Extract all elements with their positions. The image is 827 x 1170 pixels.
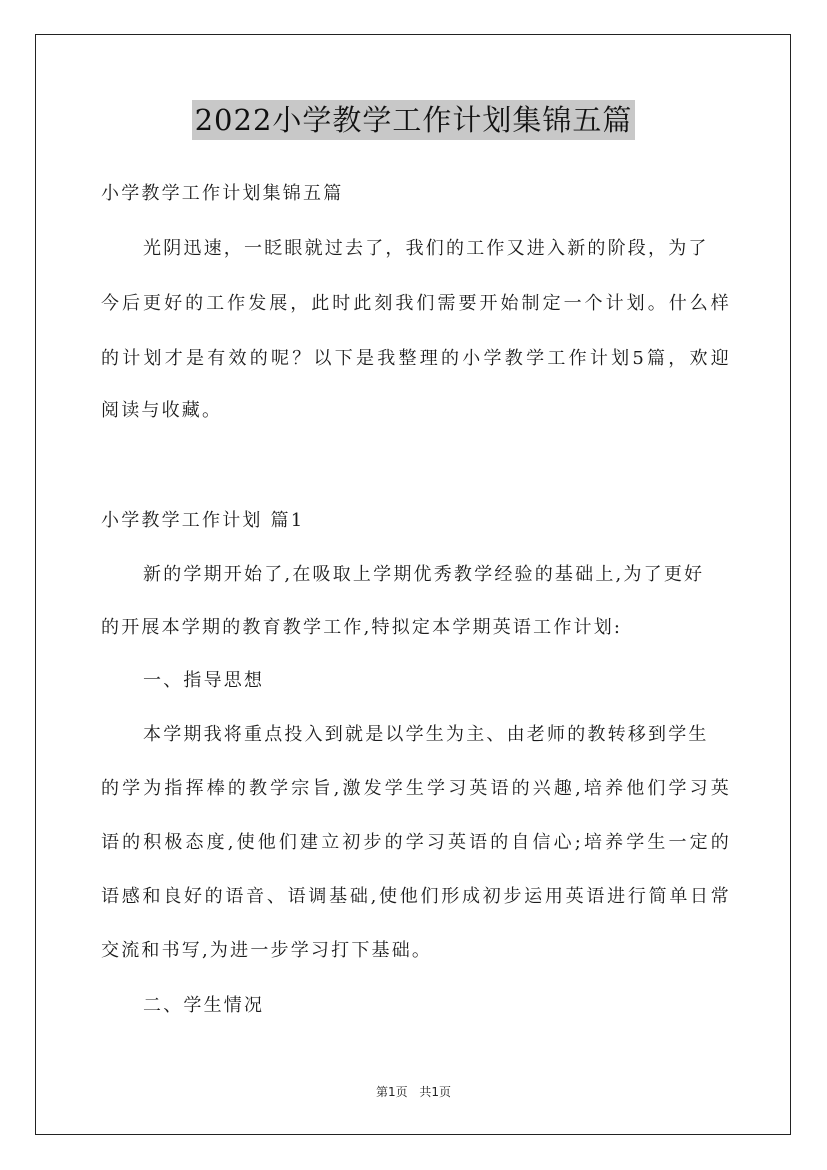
section-heading: 小学教学工作计划 篇1 [101, 510, 305, 531]
heading-student-situation: 二、学生情况 [143, 995, 265, 1016]
guiding-line-3: 语的积极态度,使他们建立初步的学习英语的自信心;培养学生一定的 [101, 832, 731, 853]
intro-line-1: 光阴迅速，一眨眼就过去了，我们的工作又进入新的阶段，为了 [143, 238, 709, 259]
intro-line-3: 的计划才是有效的呢？以下是我整理的小学教学工作计划5篇，欢迎 [101, 348, 731, 369]
guiding-line-5: 交流和书写,为进一步学习打下基础。 [101, 940, 433, 961]
section-intro-line-1: 新的学期开始了,在吸取上学期优秀教学经验的基础上,为了更好 [143, 564, 705, 585]
document-title: 2022小学教学工作计划集锦五篇 [192, 100, 636, 140]
document-subtitle: 小学教学工作计划集锦五篇 [101, 183, 344, 204]
intro-line-2: 今后更好的工作发展，此时此刻我们需要开始制定一个计划。什么样 [101, 293, 731, 314]
page-number: 第1页 [375, 1085, 408, 1099]
intro-line-4: 阅读与收藏。 [101, 400, 223, 421]
guiding-line-2: 的学为指挥棒的教学宗旨,激发学生学习英语的兴趣,培养他们学习英 [101, 778, 731, 799]
page-footer [0, 1083, 827, 1100]
page-total: 共1页 [419, 1085, 452, 1099]
section-intro-line-2: 的开展本学期的教育教学工作,特拟定本学期英语工作计划: [101, 617, 623, 638]
guiding-line-1: 本学期我将重点投入到就是以学生为主、由老师的教转移到学生 [143, 724, 709, 745]
heading-guiding-ideas: 一、指导思想 [143, 670, 265, 691]
guiding-line-4: 语感和良好的语音、语调基础,使他们形成初步运用英语进行简单日常 [101, 886, 731, 907]
title-container [0, 100, 827, 140]
